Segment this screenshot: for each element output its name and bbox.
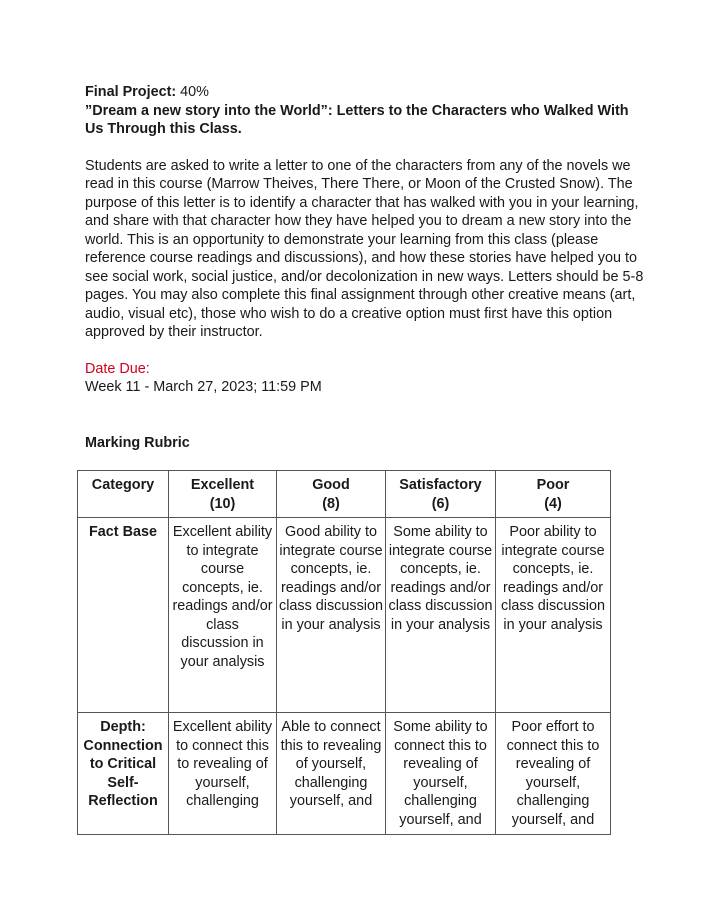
column-header-satisfactory: Satisfactory (6): [386, 471, 496, 518]
rubric-header-row: [78, 471, 611, 518]
cell-poor: Poor effort to connect this to revealing of yourself, challenging yourself, and: [496, 713, 611, 835]
table-row: [78, 713, 611, 835]
cell-excellent: Excellent ability to integrate course concepts, ie. readings and/or class discussion in your analysis: [169, 518, 277, 713]
document-body: [85, 83, 645, 452]
row-category-fact-base: Fact Base: [78, 518, 169, 713]
final-project-label: Final Project:: [85, 84, 177, 100]
column-header-category: Category: [78, 471, 169, 518]
project-title-line-1: ”Dream a new story into the World”: Letters to the Characters who Walked With: [85, 102, 629, 119]
column-header-good: Good (8): [277, 471, 386, 518]
project-title-line-2: Us Through this Class.: [85, 121, 242, 137]
cell-excellent: Excellent ability to connect this to revealing of yourself, challenging: [169, 713, 277, 835]
column-header-poor: Poor (4): [496, 471, 611, 518]
date-due-value: Week 11 - March 27, 2023; 11:59 PM: [85, 379, 322, 395]
column-header-excellent: Excellent (10): [169, 471, 277, 518]
marking-rubric-heading: Marking Rubric: [85, 434, 190, 451]
cell-poor: Poor ability to integrate course concepts, ie. readings and/or class discussion in your analysis: [496, 518, 611, 713]
cell-satisfactory: Some ability to integrate course concepts, ie. readings and/or class discussion in your analysis: [386, 518, 496, 713]
cell-good: Able to connect this to revealing of yourself, challenging yourself, and: [277, 713, 386, 835]
cell-satisfactory: Some ability to connect this to revealing of yourself, challenging yourself, and: [386, 713, 496, 835]
cell-good: Good ability to integrate course concepts, ie. readings and/or class discussion in your analysis: [277, 518, 386, 713]
date-due-label: Date Due:: [85, 360, 150, 377]
assignment-description: Students are asked to write a letter to one of the characters from any of the novels we read in this course (Marrow Theives, There There, or Moon of the Crusted Snow). The purpose of this letter is to identify a character that has walked with you in your learning, and share with that character how they have helped you to dream a new story into the world. This is an opportunity to demonstrate your learning from this class (please reference course readings and discussions), and how these stories have helped you to see social work, social justice, and/or decolonization in new ways. Letters should be 5-8 pages. You may also complete this final assignment through other creative means (art, audio, visual etc), those who wish to do a creative option must first have this option approved by their instructor.: [85, 157, 644, 340]
final-project-weight: 40%: [180, 84, 209, 100]
table-row: [78, 518, 611, 713]
final-project-line: [85, 83, 645, 102]
marking-rubric-table: [77, 470, 611, 835]
row-category-depth: Depth: Connection to Critical Self-Reflection: [78, 713, 169, 835]
